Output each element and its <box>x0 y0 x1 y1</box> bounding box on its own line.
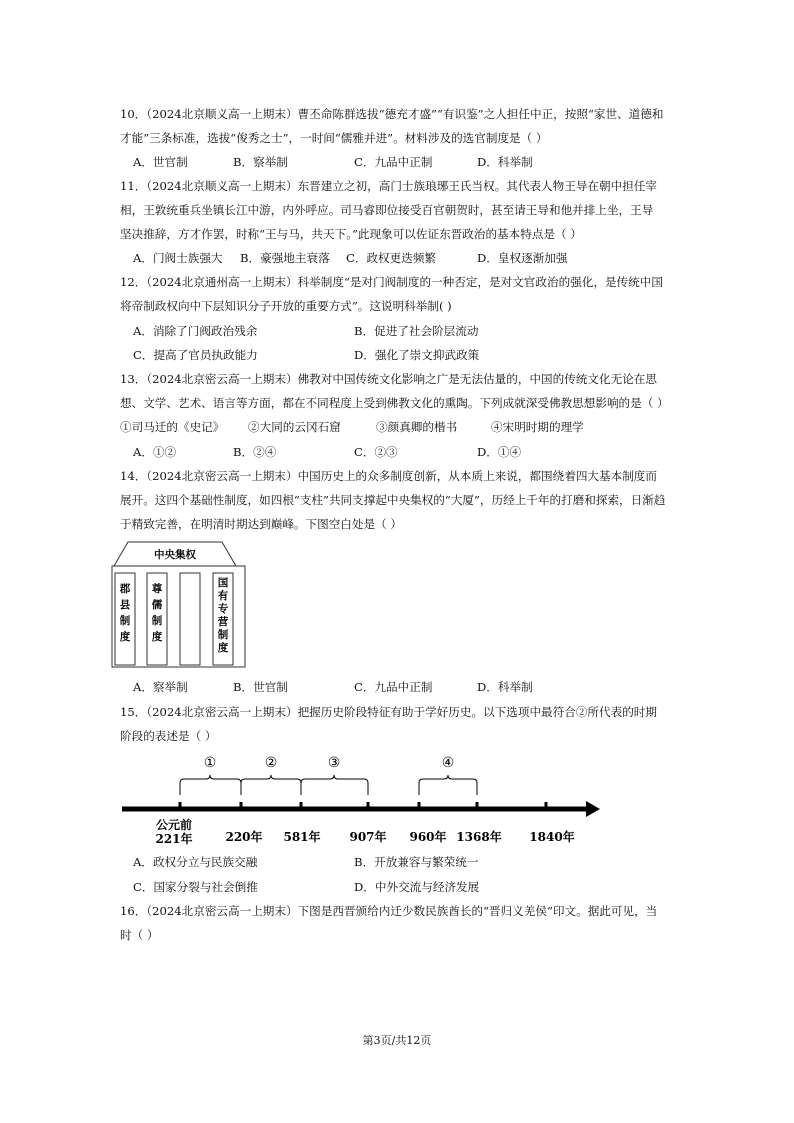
q13-item-4: ④宋明时期的理学 <box>491 420 584 434</box>
year-label-907: 907年 <box>349 830 387 844</box>
q10-option-d: D．科举制 <box>477 155 533 169</box>
q14-option-a: A．察举制 <box>133 680 188 694</box>
q12-stem-line-1: 12．（2024北京通州高一上期末）科举制度“是对门阀制度的一种否定，是对文官政治的强化，是传统中国 <box>120 275 663 289</box>
year-label-220: 220年 <box>225 830 263 844</box>
brace-2 <box>241 775 301 795</box>
timeline-arrow <box>586 801 600 817</box>
brace-1 <box>180 775 241 795</box>
year-label-1368: 1368年 <box>456 830 502 844</box>
q13-stem-line-2: 想、文学、艺术、语言等方面，都在不同程度上受到佛教文化的熏陶。下列成就深受佛教思想影响的是（ ） <box>120 396 669 410</box>
q13-item-2: ②大同的云冈石窟 <box>248 420 341 434</box>
q14-stem-line-2: 展开。这四个基础性制度，如四根“支柱”共同支撑起中央集权的“大厦”，历经上千年的打磨和探索，日渐趋 <box>120 493 666 507</box>
q10-option-a: A．世官制 <box>133 155 188 169</box>
year-label-start-2: 221年 <box>155 832 193 846</box>
q15-option-b: B．开放兼容与繁荣统一 <box>354 855 479 869</box>
brace-3 <box>301 775 368 795</box>
q13-stem-line-1: 13．（2024北京密云高一上期末）佛教对中国传统文化影响之广是无法估量的，中国的传统文化无论在思 <box>120 372 657 386</box>
q15-stem-line-1: 15．（2024北京密云高一上期末）把握历史阶段特征有助于学好历史。以下选项中最符合②所代表的时期 <box>120 705 657 719</box>
q15-timeline <box>110 745 610 850</box>
q13-item-3: ③颜真卿的楷书 <box>376 420 458 434</box>
year-label-start-1: 公元前 <box>155 818 193 832</box>
q10-option-b: B．察举制 <box>233 155 288 169</box>
period-mark-3: ③ <box>327 755 341 771</box>
q14-pillar-diagram <box>110 540 260 670</box>
q11-option-b: B．豪强地主衰落 <box>240 251 330 265</box>
year-label-960: 960年 <box>409 830 447 844</box>
q12-option-d: D．强化了崇文抑武政策 <box>354 348 480 362</box>
q13-option-c: C．②③ <box>354 445 398 459</box>
brace-4 <box>419 775 477 795</box>
q10-stem-line-1: 10．（2024北京顺义高一上期末）曹丕命陈群选拔“德充才盛”“有识鉴”之人担任中正，按照“家世、道德和 <box>120 107 664 121</box>
q15-option-a: A．政权分立与民族交融 <box>133 855 258 869</box>
pillar-3-blank <box>180 573 200 665</box>
q11-stem-line-2: 相，王敦统重兵坐镇长江中游，内外呼应。司马睿即位接受百官朝贺时，甚至请王导和他并排上坐，王导 <box>120 203 654 217</box>
year-label-1840: 1840年 <box>529 830 575 844</box>
period-mark-4: ④ <box>441 755 455 771</box>
q14-stem-line-1: 14．（2024北京密云高一上期末）中国历史上的众多制度创新，从本质上来说，都围绕着四大基本制度而 <box>120 469 657 483</box>
q11-option-d: D．皇权逐渐加强 <box>477 251 568 265</box>
q11-stem-line-3: 坚决推辞，方才作罢，时称“王与马，共天下。”此现象可以佐证东晋政治的基本特点是（ ） <box>120 227 582 241</box>
q15-option-d: D．中外交流与经济发展 <box>354 880 480 894</box>
q10-option-c: C．九品中正制 <box>354 155 433 169</box>
q13-option-d: D．①④ <box>477 445 522 459</box>
year-label-581: 581年 <box>283 830 321 844</box>
q16-stem-line-2: 时（ ） <box>120 928 159 942</box>
q10-stem-line-2: 才能”三条标准，选拔“俊秀之士”，一时间“儒雅并进”。材料涉及的选官制度是（ ） <box>120 131 548 145</box>
q14-option-d: D．科举制 <box>477 680 533 694</box>
q14-option-c: C．九品中正制 <box>354 680 433 694</box>
period-mark-2: ② <box>264 755 278 771</box>
q12-option-a: A．消除了门阀政治残余 <box>133 324 258 338</box>
page-footer: 第3页/共12页 <box>362 1034 432 1047</box>
q13-item-1: ①司马迁的《史记》 <box>120 420 225 434</box>
q13-option-a: A．①② <box>133 445 177 459</box>
q14-option-b: B．世官制 <box>233 680 288 694</box>
q15-option-c: C．国家分裂与社会倒推 <box>133 880 258 894</box>
q11-option-c: C．政权更迭频繁 <box>346 251 437 265</box>
pillar-label-4: 国有专营制度 <box>217 577 229 654</box>
q14-stem-line-3: 于精致完善，在明清时期达到巅峰。下图空白处是（ ） <box>120 517 402 531</box>
q12-option-b: B．促进了社会阶层流动 <box>354 324 479 338</box>
q11-stem-line-1: 11．（2024北京顺义高一上期末）东晋建立之初，高门士族琅琊王氏当权。其代表人物王导在朝中担任宰 <box>120 179 657 193</box>
q13-option-b: B．②④ <box>233 445 277 459</box>
period-mark-1: ① <box>203 755 217 771</box>
q15-stem-line-2: 阶段的表述是（ ） <box>120 729 217 743</box>
q16-stem-line-1: 16．（2024北京密云高一上期末）下图是西晋颁给内迁少数民族酋长的“晋归义羌侯”印文。据此可见，当 <box>120 904 658 918</box>
q11-option-a: A．门阀士族强大 <box>133 251 223 265</box>
q12-option-c: C．提高了官员执政能力 <box>133 348 258 362</box>
pillar-label-2: 尊儒制度 <box>151 583 163 643</box>
pillar-label-1: 郡县制度 <box>119 583 131 643</box>
diagram-roof-label: 中央集权 <box>154 549 196 561</box>
q12-stem-line-2: 将帝制政权向中下层知识分子开放的重要方式”。这说明科举制( ) <box>120 299 452 313</box>
